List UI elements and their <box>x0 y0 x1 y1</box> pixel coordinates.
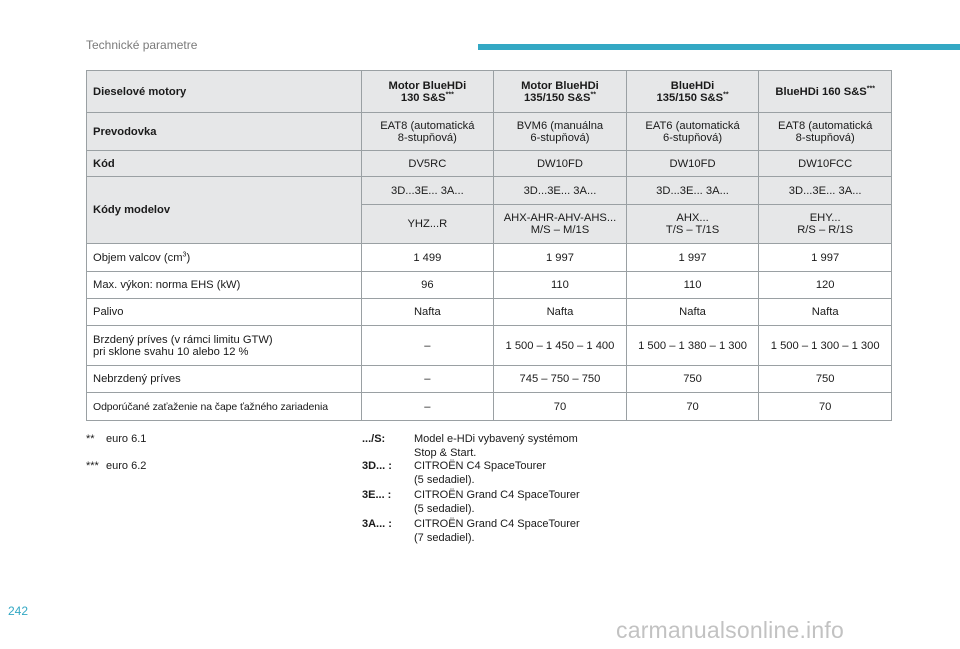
table-cell: 110 <box>626 272 759 299</box>
table-row <box>87 177 892 205</box>
table-cell: YHZ...R <box>361 205 494 244</box>
table-cell: 3D...3E... 3A... <box>626 177 759 205</box>
table-row <box>87 272 892 299</box>
table-cell: 745 – 750 – 750 <box>494 366 627 393</box>
row-label: Prevodovka <box>87 113 362 151</box>
legend-key: .../S: <box>362 433 386 445</box>
section-title: Technické parametre <box>86 38 198 52</box>
row-label: Kód <box>87 151 362 177</box>
table-cell: 750 <box>626 366 759 393</box>
table-cell: – <box>361 326 494 366</box>
table-header-row <box>87 71 892 113</box>
legend-text: CITROËN C4 SpaceTourer (5 sedadiel). <box>414 460 547 486</box>
table-cell: 1 499 <box>361 244 494 272</box>
table-cell: 70 <box>759 393 892 421</box>
footnote: *** euro 6.2 <box>86 460 147 472</box>
table-cell: 3D...3E... 3A... <box>494 177 627 205</box>
table-cell: – <box>361 393 494 421</box>
header-col: BlueHDi 160 S&S*** <box>759 71 892 113</box>
row-label: Odporúčané zaťaženie na čape ťažného zariadenia <box>87 393 362 421</box>
row-label: Max. výkon: norma EHS (kW) <box>87 272 362 299</box>
legend-text: CITROËN Grand C4 SpaceTourer (5 sedadiel). <box>414 489 580 515</box>
table-cell: 750 <box>759 366 892 393</box>
table-row <box>87 326 892 366</box>
table-cell: AHX-AHR-AHV-AHS... M/S – M/1S <box>494 205 627 244</box>
legend-key: 3E... : <box>362 489 392 501</box>
table-cell: 3D...3E... 3A... <box>361 177 494 205</box>
table-cell: Nafta <box>494 299 627 326</box>
table-row <box>87 299 892 326</box>
table-row <box>87 393 892 421</box>
table-cell: 1 997 <box>759 244 892 272</box>
table-cell: Nafta <box>626 299 759 326</box>
table-cell: 110 <box>494 272 627 299</box>
table-row <box>87 113 892 151</box>
row-label: Brzdený príves (v rámci limitu GTW) pri sklone svahu 10 alebo 12 % <box>87 326 362 366</box>
table-cell: EAT8 (automatická 8-stupňová) <box>361 113 494 151</box>
table-cell: EAT6 (automatická 6-stupňová) <box>626 113 759 151</box>
legend-text: CITROËN Grand C4 SpaceTourer (7 sedadiel). <box>414 518 580 544</box>
table-cell: EAT8 (automatická 8-stupňová) <box>759 113 892 151</box>
table-cell: DW10FCC <box>759 151 892 177</box>
footnote: ** euro 6.1 <box>86 433 147 445</box>
header-col: Motor BlueHDi 135/150 S&S** <box>494 71 627 113</box>
legend-key: 3D... : <box>362 460 392 472</box>
row-label: Palivo <box>87 299 362 326</box>
section-accent-bar <box>478 44 960 50</box>
table-cell: EHY... R/S – R/1S <box>759 205 892 244</box>
table-cell: DW10FD <box>494 151 627 177</box>
table-cell: DV5RC <box>361 151 494 177</box>
row-label: Objem valcov $(cm^3)$ <box>87 244 362 272</box>
table-cell: AHX... T/S – T/1S <box>626 205 759 244</box>
table-cell: BVM6 (manuálna 6-stupňová) <box>494 113 627 151</box>
table-cell: 120 <box>759 272 892 299</box>
table-cell: 1 500 – 1 450 – 1 400 <box>494 326 627 366</box>
table-cell: DW10FD <box>626 151 759 177</box>
header-col: Motor BlueHDi 130 S&S*** <box>361 71 494 113</box>
page-number: 242 <box>8 604 29 618</box>
engine-spec-table <box>86 70 892 421</box>
table-cell: – <box>361 366 494 393</box>
legend-text: Model e-HDi vybavený systémom Stop & Start. <box>414 433 578 459</box>
legend-key: 3A... : <box>362 518 392 530</box>
table-row <box>87 366 892 393</box>
row-label: Nebrzdený príves <box>87 366 362 393</box>
header-col: BlueHDi 135/150 S&S** <box>626 71 759 113</box>
table-cell: 70 <box>626 393 759 421</box>
row-label: Kódy modelov <box>87 177 362 244</box>
table-cell: 1 997 <box>626 244 759 272</box>
table-cell: Nafta <box>361 299 494 326</box>
table-cell: 96 <box>361 272 494 299</box>
table-cell: 1 500 – 1 300 – 1 300 <box>759 326 892 366</box>
table-cell: 70 <box>494 393 627 421</box>
header-label: Dieselové motory <box>87 71 362 113</box>
table-row <box>87 151 892 177</box>
watermark: carmanualsonline.info <box>616 617 844 643</box>
table-cell: Nafta <box>759 299 892 326</box>
table-cell: 1 997 <box>494 244 627 272</box>
table-cell: 1 500 – 1 380 – 1 300 <box>626 326 759 366</box>
table-row <box>87 244 892 272</box>
table-cell: 3D...3E... 3A... <box>759 177 892 205</box>
